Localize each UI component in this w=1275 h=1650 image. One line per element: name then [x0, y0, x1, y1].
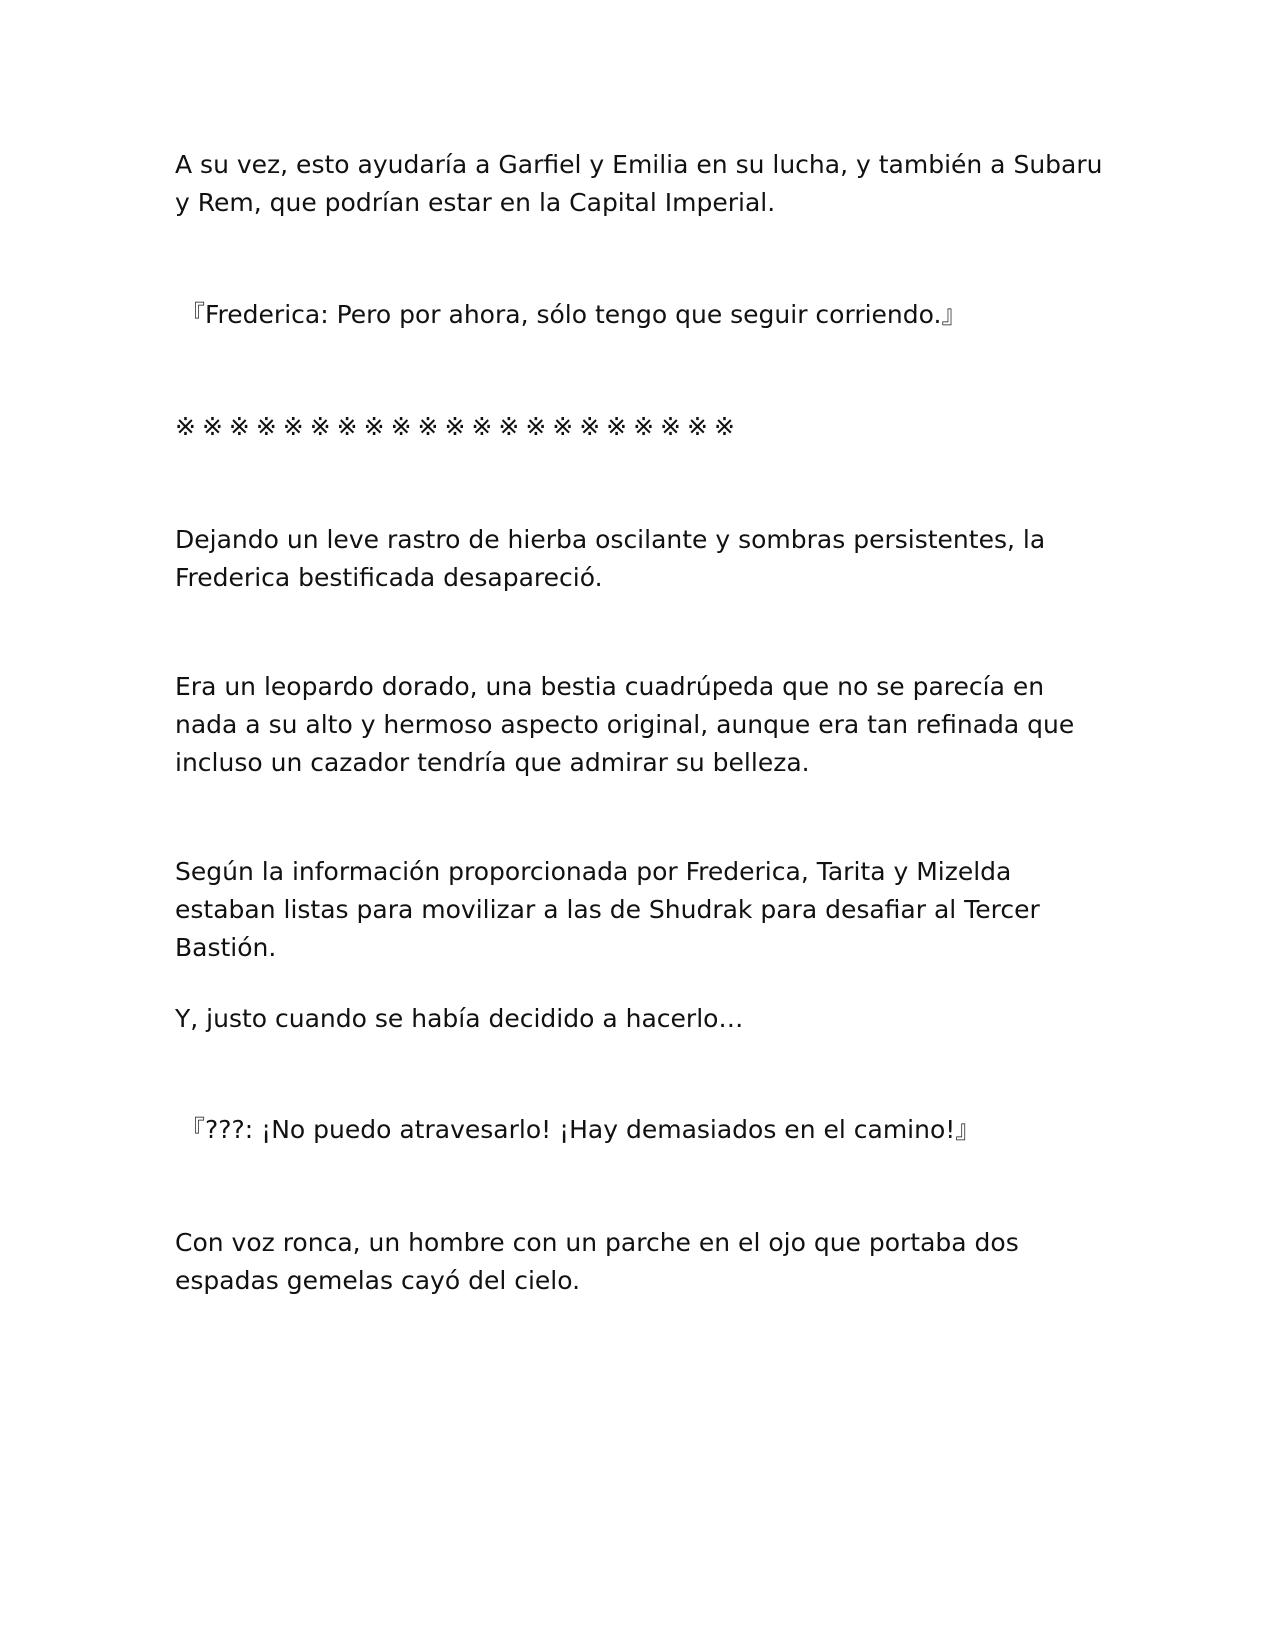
paragraph-narration: Era un leopardo dorado, una bestia cuadrúpeda que no se parecía en nada a su alto y hermoso aspecto original, aunque era tan refinada que incluso un cazador tendría que admirar su belleza.: [175, 672, 1075, 777]
paragraph-dialogue-frederica: 『Frederica: Pero por ahora, sólo tengo que seguir corriendo.』: [180, 300, 967, 329]
paragraph-narration: Y, justo cuando se había decidido a hacerlo…: [175, 1004, 744, 1033]
paragraph-narration: Con voz ronca, un hombre con un parche en el ojo que portaba dos espadas gemelas cayó del cielo.: [175, 1228, 1019, 1295]
paragraph-narration: Dejando un leve rastro de hierba oscilante y sombras persistentes, la Frederica bestificada desapareció.: [175, 525, 1046, 592]
paragraph-dialogue-unknown: 『???: ¡No puedo atravesarlo! ¡Hay demasiados en el camino!』: [180, 1115, 981, 1144]
scene-divider: ※※※※※※※※※※※※※※※※※※※※※: [175, 412, 741, 441]
paragraph-narration: A su vez, esto ayudaría a Garfiel y Emilia en su lucha, y también a Subaru y Rem, que podrían estar en la Capital Imperial.: [175, 150, 1103, 217]
paragraph-narration: Según la información proporcionada por Frederica, Tarita y Mizelda estaban listas para movilizar a las de Shudrak para desafiar al Tercer Bastión.: [175, 857, 1040, 962]
